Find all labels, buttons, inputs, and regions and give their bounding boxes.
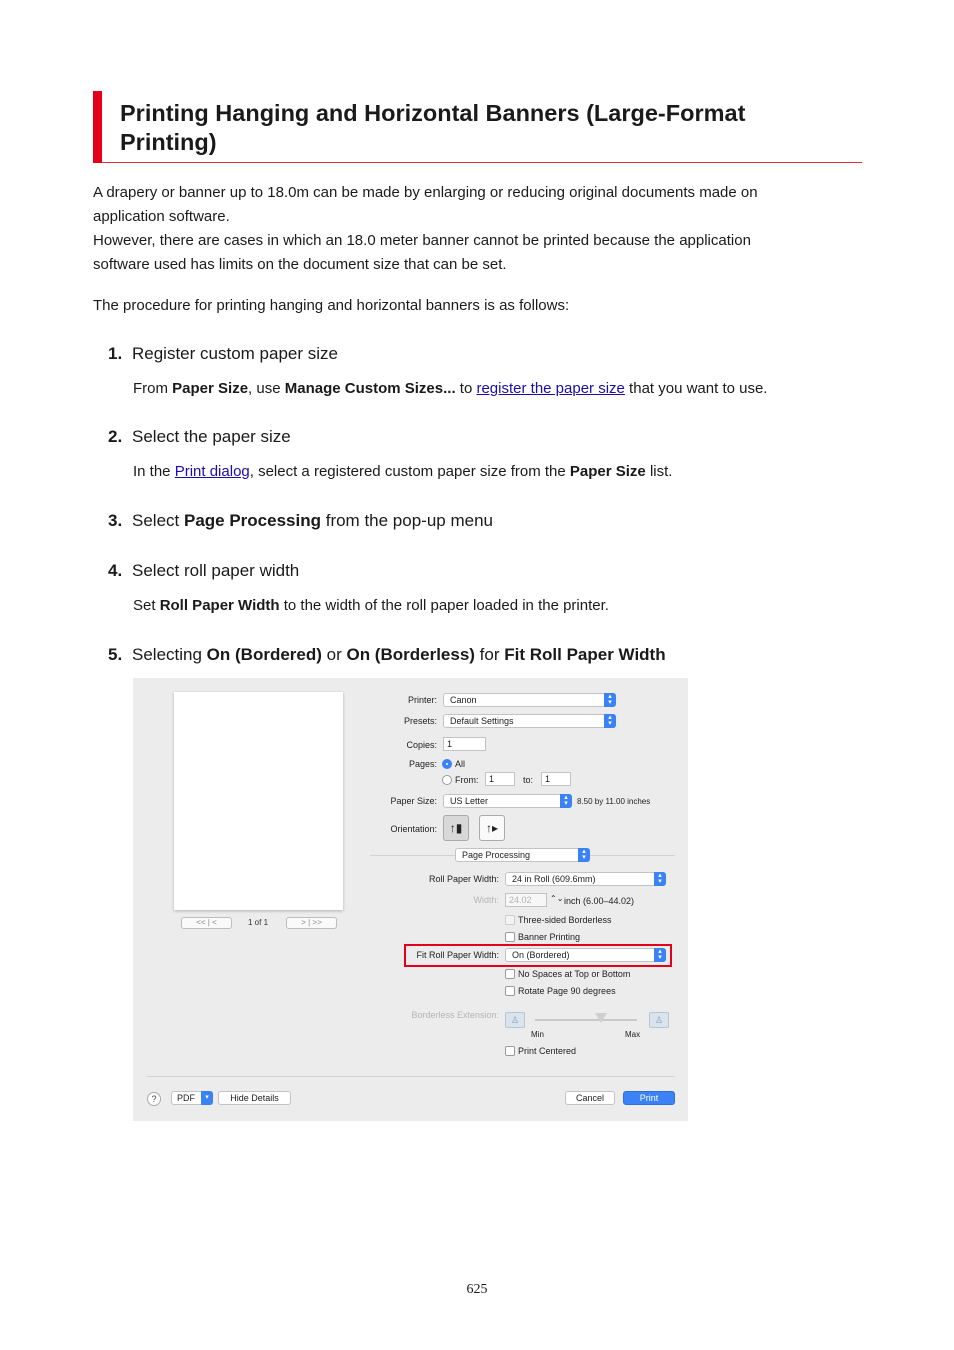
paper-size-label: Paper Size: (390, 796, 437, 806)
step-title: Select roll paper width (132, 561, 300, 580)
extension-min-icon: ♙ (505, 1012, 525, 1028)
intro-line-3: However, there are cases in which an 18.0 meter banner cannot be printed because the application (93, 232, 751, 249)
step-title: Register custom paper size (132, 344, 338, 363)
chevron-updown-icon: ▴ ▾ (654, 872, 666, 886)
width-label: Width: (473, 895, 499, 905)
pages-range-radio[interactable] (442, 775, 452, 785)
three-sided-borderless-label: Three-sided Borderless (518, 915, 612, 925)
portrait-icon: ↑▮ (449, 821, 463, 835)
step-number: 1. (108, 344, 123, 363)
print-centered-checkbox[interactable] (505, 1046, 515, 1056)
pages-to-label: to: (523, 775, 534, 785)
cancel-button[interactable]: Cancel (565, 1091, 615, 1105)
copies-field[interactable]: 1 (443, 737, 486, 751)
step-4-heading (108, 560, 299, 582)
slider-thumb[interactable] (595, 1013, 607, 1023)
chevron-updown-icon: ▴ ▾ (604, 693, 616, 707)
step-number: 5. (108, 645, 123, 664)
footer-divider (147, 1076, 675, 1077)
slider-min-label: Min (531, 1030, 544, 1039)
no-spaces-checkbox[interactable] (505, 969, 515, 979)
copies-label: Copies: (406, 740, 437, 750)
slider-max-label: Max (625, 1030, 641, 1039)
printer-label: Printer: (407, 695, 437, 705)
term-paper-size: Paper Size (172, 380, 249, 397)
step-number: 2. (108, 427, 123, 446)
pages-from-label: From: (455, 775, 479, 785)
three-sided-borderless-checkbox[interactable] (505, 915, 515, 925)
term-roll-paper-width: Roll Paper Width (159, 597, 280, 614)
panel-select[interactable]: Page Processing ▴ ▾ (455, 848, 590, 862)
title-block (93, 91, 862, 163)
step-3-heading: 3. Select Page Processing from the pop-up menu (108, 511, 493, 530)
pages-to-field[interactable]: 1 (541, 772, 571, 786)
step-2-body: In the Print dialog, select a registered custom paper size from the Paper Size list. (133, 463, 673, 480)
chevron-updown-icon: ▴ ▾ (604, 714, 616, 728)
no-spaces-label: No Spaces at Top or Bottom (518, 969, 631, 979)
term-page-processing: Page Processing (183, 511, 321, 530)
fit-roll-paper-width-label: Fit Roll Paper Width: (416, 950, 499, 960)
step-1-heading (108, 343, 338, 365)
rotate-page-checkbox[interactable] (505, 986, 515, 996)
pages-from-field[interactable]: 1 (485, 772, 515, 786)
page-number: 625 (466, 1282, 488, 1297)
page-preview (174, 692, 343, 910)
borderless-extension-label: Borderless Extension: (411, 1010, 499, 1020)
title-accent-bar (93, 91, 102, 163)
pages-all-radio[interactable] (442, 759, 452, 769)
print-dialog-screenshot (133, 678, 688, 1121)
step-title: Select the paper size (132, 427, 291, 446)
chevron-updown-icon: ▴ ▾ (578, 848, 590, 862)
intro-line-1: A drapery or banner up to 18.0m can be made by enlarging or reducing original documents made on (93, 184, 758, 201)
orientation-label: Orientation: (390, 824, 437, 834)
term-paper-size: Paper Size (569, 463, 646, 480)
step-number: 4. (108, 561, 123, 580)
step-2-heading (108, 426, 291, 448)
width-stepper[interactable]: ⌃⌄ (550, 894, 564, 903)
presets-label: Presets: (403, 716, 437, 726)
register-paper-size-link[interactable]: register the paper size (476, 380, 625, 397)
chevron-updown-icon: ▴ ▾ (560, 794, 572, 808)
term-on-borderless: On (Borderless) (346, 645, 475, 664)
width-unit: inch (6.00–44.02) (564, 896, 635, 906)
printer-select[interactable]: Canon ▴ ▾ (443, 693, 616, 707)
banner-printing-checkbox[interactable] (505, 932, 515, 942)
pager-next-last-button[interactable]: > | >> (286, 917, 337, 929)
page-title: Printing Hanging and Horizontal Banners (Large-Format Printing) (120, 100, 746, 155)
step-number: 3. (108, 511, 123, 530)
pdf-menu-button[interactable]: PDF ▾ (171, 1091, 213, 1105)
fit-roll-paper-width-select[interactable]: On (Bordered) ▴ ▾ (505, 948, 666, 962)
banner-printing-label: Banner Printing (518, 932, 581, 942)
intro-line-4: software used has limits on the document size that can be set. (93, 256, 507, 273)
pager-first-prev-button[interactable]: << | < (181, 917, 232, 929)
pager-status: 1 of 1 (248, 918, 269, 927)
print-centered-label: Print Centered (518, 1046, 577, 1056)
hide-details-button[interactable]: Hide Details (218, 1091, 291, 1105)
width-field[interactable]: 24.02 (505, 893, 547, 907)
borderless-extension-slider[interactable] (535, 1019, 637, 1021)
print-dialog-link[interactable]: Print dialog (174, 463, 250, 480)
chevron-down-icon: ▾ (201, 1091, 213, 1105)
help-button[interactable]: ? (147, 1092, 161, 1106)
rotate-page-label: Rotate Page 90 degrees (518, 986, 616, 996)
pages-all-label: All (455, 759, 466, 769)
term-on-bordered: On (Bordered) (206, 645, 322, 664)
term-manage-custom-sizes: Manage Custom Sizes... (284, 380, 456, 397)
intro-line-2: application software. (93, 208, 230, 225)
roll-paper-width-label: Roll Paper Width: (428, 874, 499, 884)
step-1-body: From Paper Size, use Manage Custom Sizes... to register the paper size that you want to use. (133, 380, 768, 397)
print-button[interactable]: Print (623, 1091, 675, 1105)
paper-size-select[interactable]: US Letter ▴ ▾ (443, 794, 572, 808)
procedure-intro: The procedure for printing hanging and horizontal banners is as follows: (93, 297, 570, 314)
roll-paper-width-select[interactable]: 24 in Roll (609.6mm) ▴ ▾ (505, 872, 666, 886)
step-4-body: Set Roll Paper Width to the width of the roll paper loaded in the printer. (133, 597, 609, 614)
paper-size-dimensions: 8.50 by 11.00 inches (577, 797, 651, 806)
landscape-icon: ↑▸ (485, 821, 499, 835)
orientation-landscape-button[interactable] (479, 815, 505, 841)
step-5-heading: 5. Selecting On (Bordered) or On (Borderless) for Fit Roll Paper Width (108, 645, 666, 664)
pages-label: Pages: (408, 759, 437, 769)
extension-max-icon: ♙ (649, 1012, 669, 1028)
presets-select[interactable]: Default Settings ▴ ▾ (443, 714, 616, 728)
term-fit-roll-paper-width: Fit Roll Paper Width (504, 645, 666, 664)
orientation-portrait-button[interactable] (443, 815, 469, 841)
chevron-updown-icon: ▴ ▾ (654, 948, 666, 962)
